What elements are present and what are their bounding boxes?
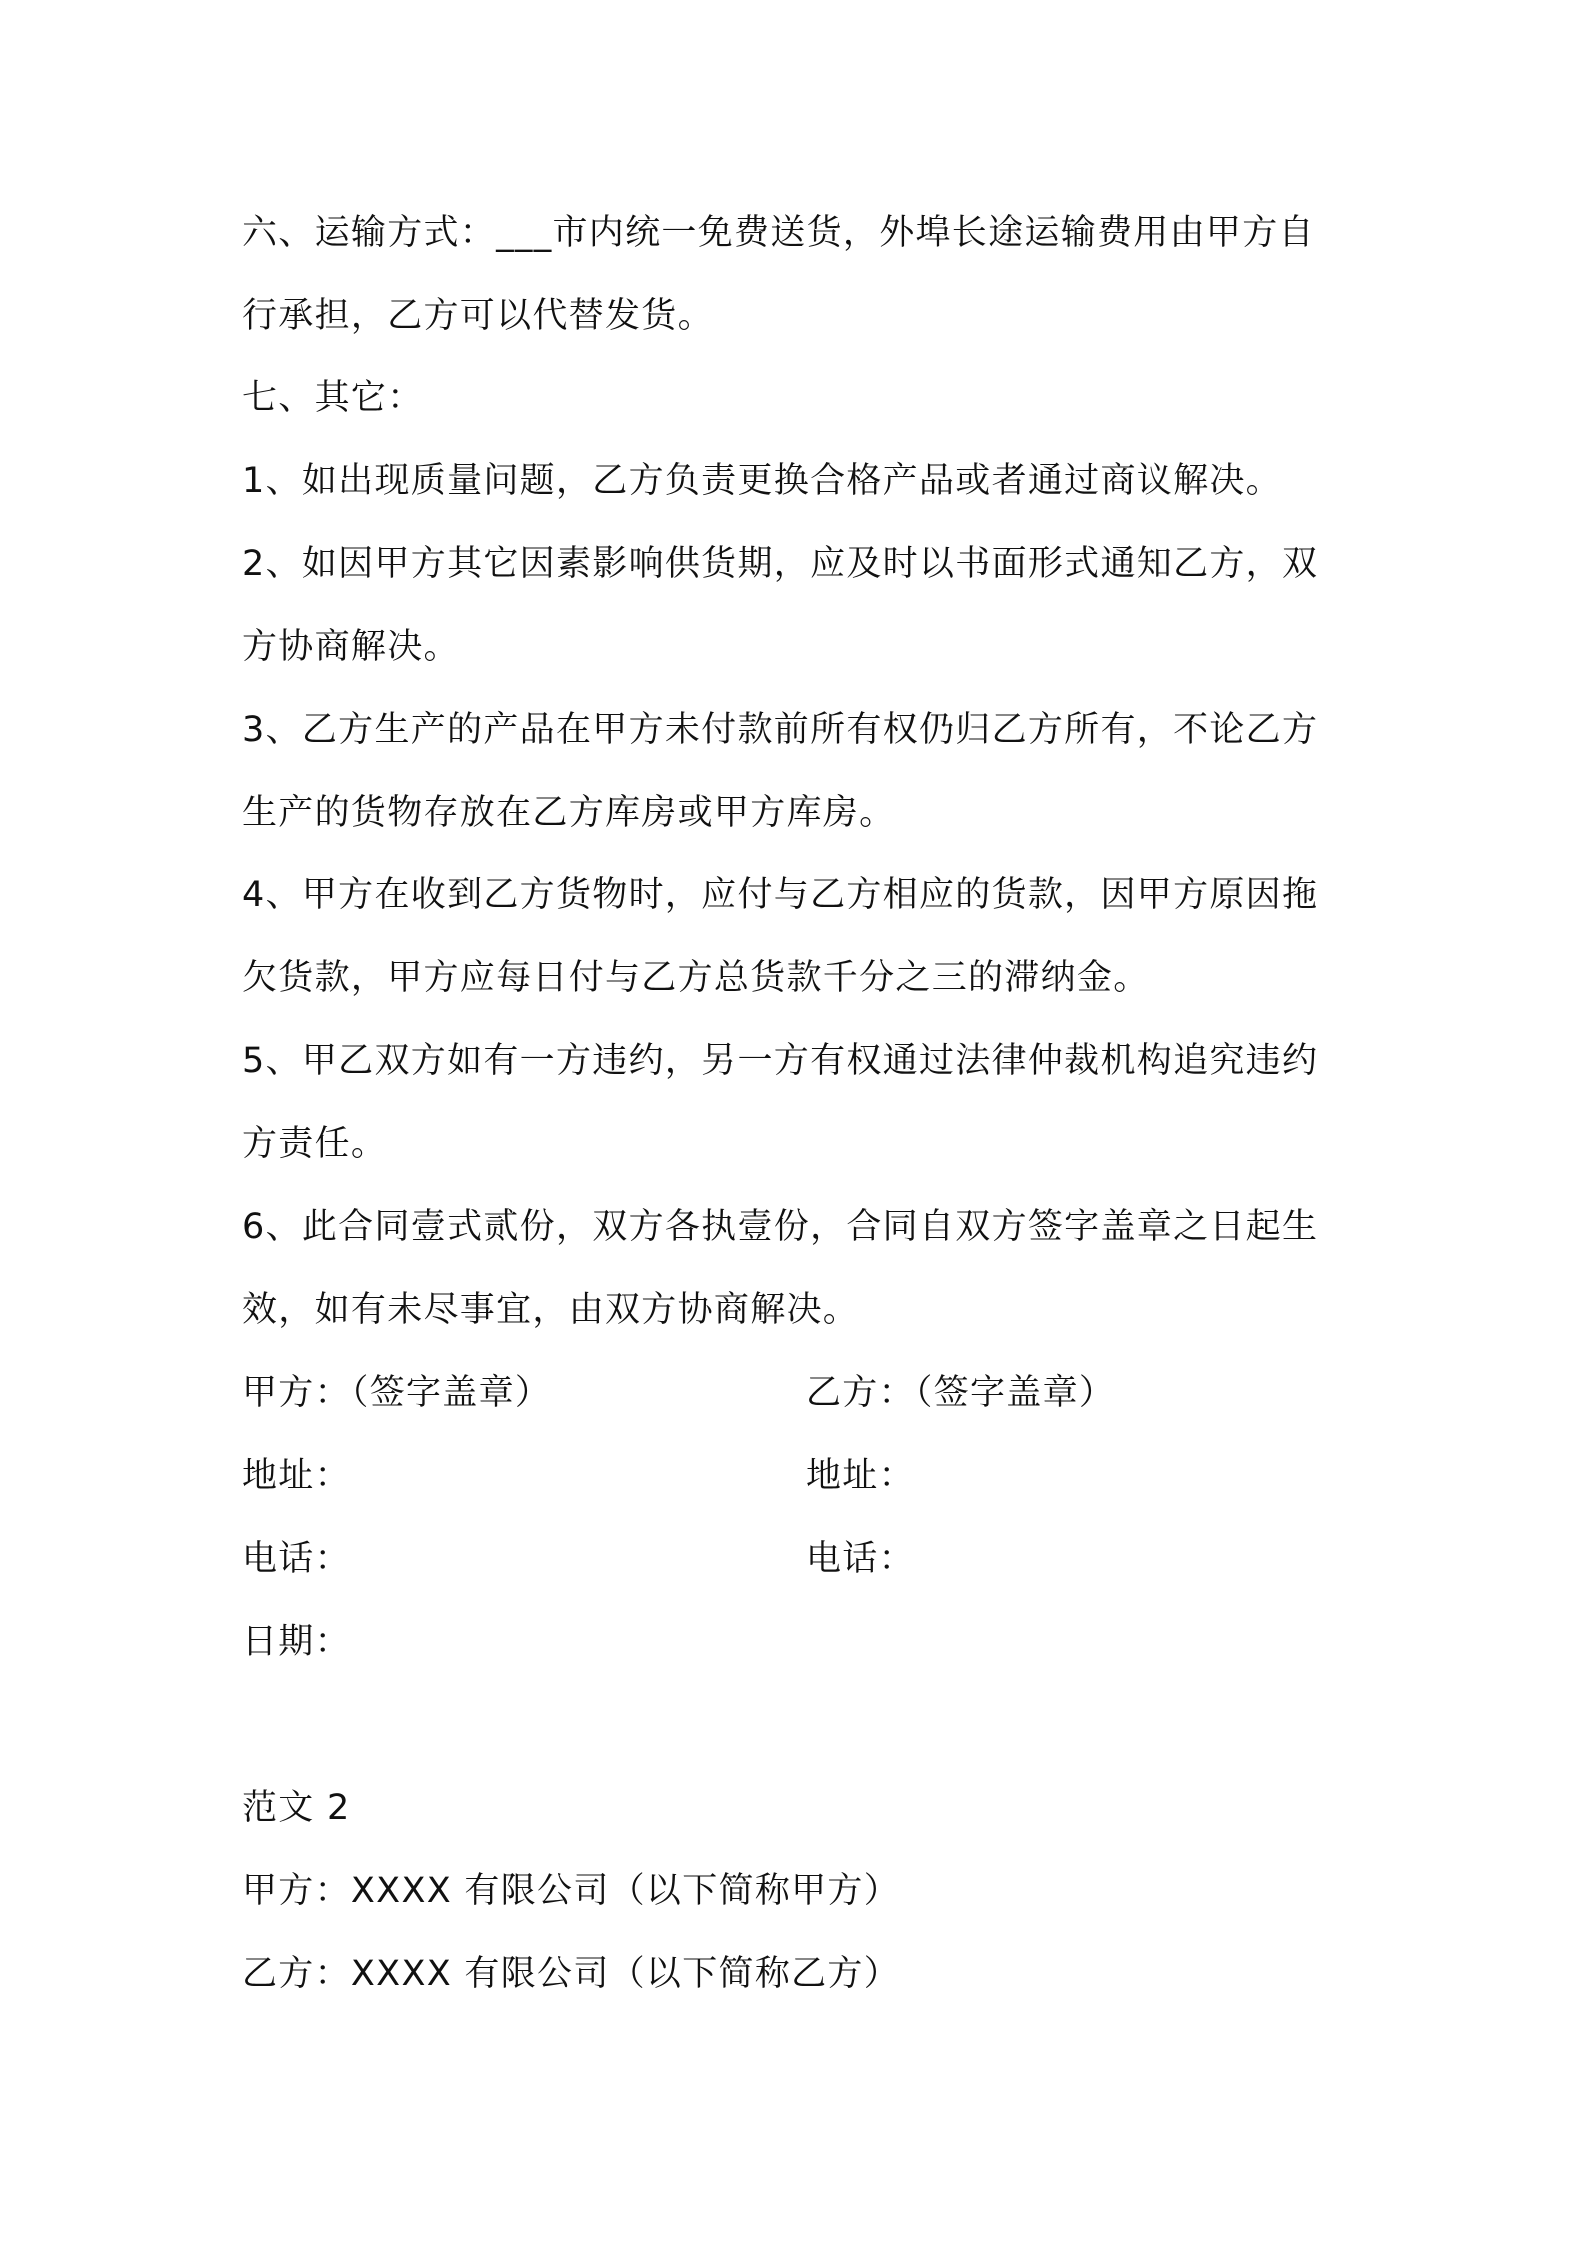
clause-6-line1: 6、此合同壹式贰份，双方各执壹份，合同自双方签字盖章之日起生: [242, 1207, 1319, 1247]
sample2-title: 范文 2: [242, 1788, 351, 1828]
party-b-signature: 乙方：（签字盖章）: [806, 1373, 1116, 1413]
clause-4-line2: 欠货款，甲方应每日付与乙方总货款千分之三的滞纳金。: [242, 958, 1150, 998]
section6-line2: 行承担，乙方可以代替发货。: [242, 296, 714, 336]
clause-6-line2: 效，如有未尽事宜，由双方协商解决。: [242, 1290, 860, 1330]
clause-1-line1: 1、如出现质量问题，乙方负责更换合格产品或者通过商议解决。: [242, 461, 1282, 501]
party-a-signature: 甲方：（签字盖章）: [242, 1373, 552, 1413]
clause-2-line2: 方协商解决。: [242, 627, 460, 667]
party-a-phone: 电话：: [242, 1539, 351, 1579]
party-a-address: 地址：: [242, 1456, 351, 1496]
sample2-party-b: 乙方：XXXX 有限公司（以下简称乙方）: [242, 1954, 901, 1994]
section6-line1: 六、运输方式：___市内统一免费送货，外埠长途运输费用由甲方自: [242, 213, 1315, 253]
clause-2-line1: 2、如因甲方其它因素影响供货期，应及时以书面形式通知乙方，双: [242, 544, 1319, 584]
clause-5-line1: 5、甲乙双方如有一方违约，另一方有权通过法律仲裁机构追究违约: [242, 1041, 1319, 1081]
clause-3-line1: 3、乙方生产的产品在甲方未付款前所有权仍归乙方所有，不论乙方: [242, 710, 1319, 750]
clause-3-line2: 生产的货物存放在乙方库房或甲方库房。: [242, 793, 896, 833]
clause-5-line2: 方责任。: [242, 1124, 388, 1164]
section7-heading: 七、其它：: [242, 378, 424, 418]
party-b-address: 地址：: [806, 1456, 915, 1496]
party-b-phone: 电话：: [806, 1539, 915, 1579]
signature-date: 日期：: [242, 1622, 351, 1662]
sample2-party-a: 甲方：XXXX 有限公司（以下简称甲方）: [242, 1871, 901, 1911]
clause-4-line1: 4、甲方在收到乙方货物时，应付与乙方相应的货款，因甲方原因拖: [242, 875, 1319, 915]
